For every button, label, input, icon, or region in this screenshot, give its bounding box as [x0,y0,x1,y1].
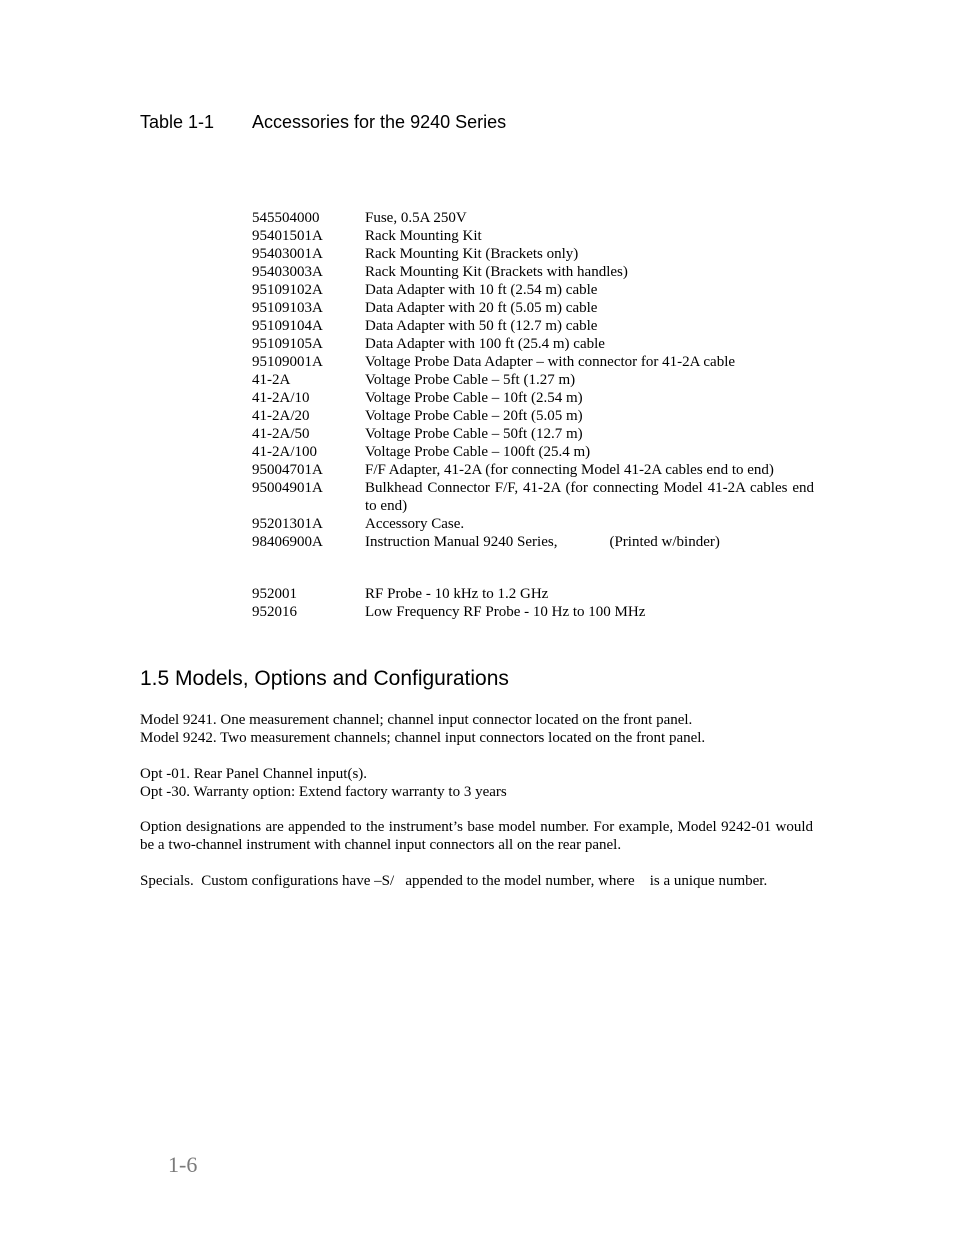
list-item [252,299,814,317]
page-number: 1-6 [168,1152,198,1177]
table-number: Table 1-1 [140,112,215,132]
list-item [252,443,814,461]
list-item [252,515,814,533]
part-description: Voltage Probe Cable – 50ft (12.7 m) [365,426,583,442]
part-description: Data Adapter with 10 ft (2.54 m) cable [365,282,598,298]
part-number: 95201301A [252,516,323,532]
part-description: Rack Mounting Kit (Brackets only) [365,246,579,262]
part-number: 95109102A [252,282,323,298]
part-description: Rack Mounting Kit [365,228,482,244]
part-description: Data Adapter with 20 ft (5.05 m) cable [365,300,598,316]
part-number: 952001 [252,586,297,602]
part-description: Data Adapter with 100 ft (25.4 m) cable [365,336,605,352]
list-item [252,263,814,281]
list-item [252,209,814,227]
list-item [252,227,814,245]
part-number: 41-2A/100 [252,444,317,460]
part-description: Rack Mounting Kit (Brackets with handles) [365,264,628,280]
part-number: 95109103A [252,300,323,316]
list-item [252,281,814,299]
part-number: 95403001A [252,246,323,262]
list-item [252,389,814,407]
probes-list [252,585,814,621]
list-item [252,585,814,603]
table-title: Accessories for the 9240 Series [252,112,507,132]
part-description: Accessory Case. [365,516,465,532]
list-item [252,425,814,443]
part-number: 95004701A [252,462,323,478]
accessories-list [252,209,814,551]
list-item [252,407,814,425]
part-description: Voltage Probe Cable – 100ft (25.4 m) [365,444,591,460]
part-description: Low Frequency RF Probe - 10 Hz to 100 MHz [365,604,646,620]
part-description: Voltage Probe Data Adapter – with connector for 41-2A cable [365,354,736,370]
list-item [252,371,814,389]
part-number: 98406900A [252,534,323,550]
specials-paragraph: Specials. Custom configurations have –S/ appended to the model number, where is a unique number. [140,873,768,889]
part-number: 41-2A/10 [252,390,310,406]
option-designation-paragraph: Option designations are appended to the instrument’s base model number. For example, Model 9242-01 would be a two-channel instrument with channel input connectors all on the rear panel. [140,819,813,853]
section-heading: 1.5 Models, Options and Configurations [140,667,509,690]
part-number: 95403003A [252,264,323,280]
list-item [252,317,814,335]
part-number: 952016 [252,604,297,620]
part-number: 41-2A/20 [252,408,310,424]
part-number: 95109001A [252,354,323,370]
part-number: 545504000 [252,210,320,226]
model-line: Model 9241. One measurement channel; channel input connector located on the front panel. [140,712,693,728]
list-item [252,533,814,551]
part-description [365,533,814,551]
part-number: 95004901A [252,480,323,496]
part-description: Bulkhead Connector F/F, 41-2A (for connecting Model 41-2A cables end to end) [365,480,814,514]
part-number: 95401501A [252,228,323,244]
manual-title: Instruction Manual 9240 Series, [365,534,558,550]
list-item [252,461,814,479]
part-number: 95109104A [252,318,323,334]
part-description: Voltage Probe Cable – 10ft (2.54 m) [365,390,583,406]
list-item [252,479,814,515]
part-number: 95109105A [252,336,323,352]
models-paragraph [140,711,813,747]
options-paragraph [140,765,813,801]
option-line: Opt -30. Warranty option: Extend factory warranty to 3 years [140,784,507,800]
list-item [252,603,814,621]
list-item [252,245,814,263]
model-line: Model 9242. Two measurement channels; channel input connectors located on the front panel. [140,730,706,746]
option-line: Opt -01. Rear Panel Channel input(s). [140,766,368,782]
part-description: Voltage Probe Cable – 20ft (5.05 m) [365,408,583,424]
table-caption [140,112,506,133]
part-description: Fuse, 0.5A 250V [365,210,467,226]
list-item [252,335,814,353]
part-description: RF Probe - 10 kHz to 1.2 GHz [365,586,549,602]
part-number: 41-2A/50 [252,426,310,442]
list-item [252,353,814,371]
part-description: Data Adapter with 50 ft (12.7 m) cable [365,318,598,334]
part-description: Voltage Probe Cable – 5ft (1.27 m) [365,372,576,388]
manual-note: (Printed w/binder) [609,534,720,550]
part-description: F/F Adapter, 41-2A (for connecting Model 41-2A cables end to end) [365,462,774,478]
part-number: 41-2A [252,372,291,388]
